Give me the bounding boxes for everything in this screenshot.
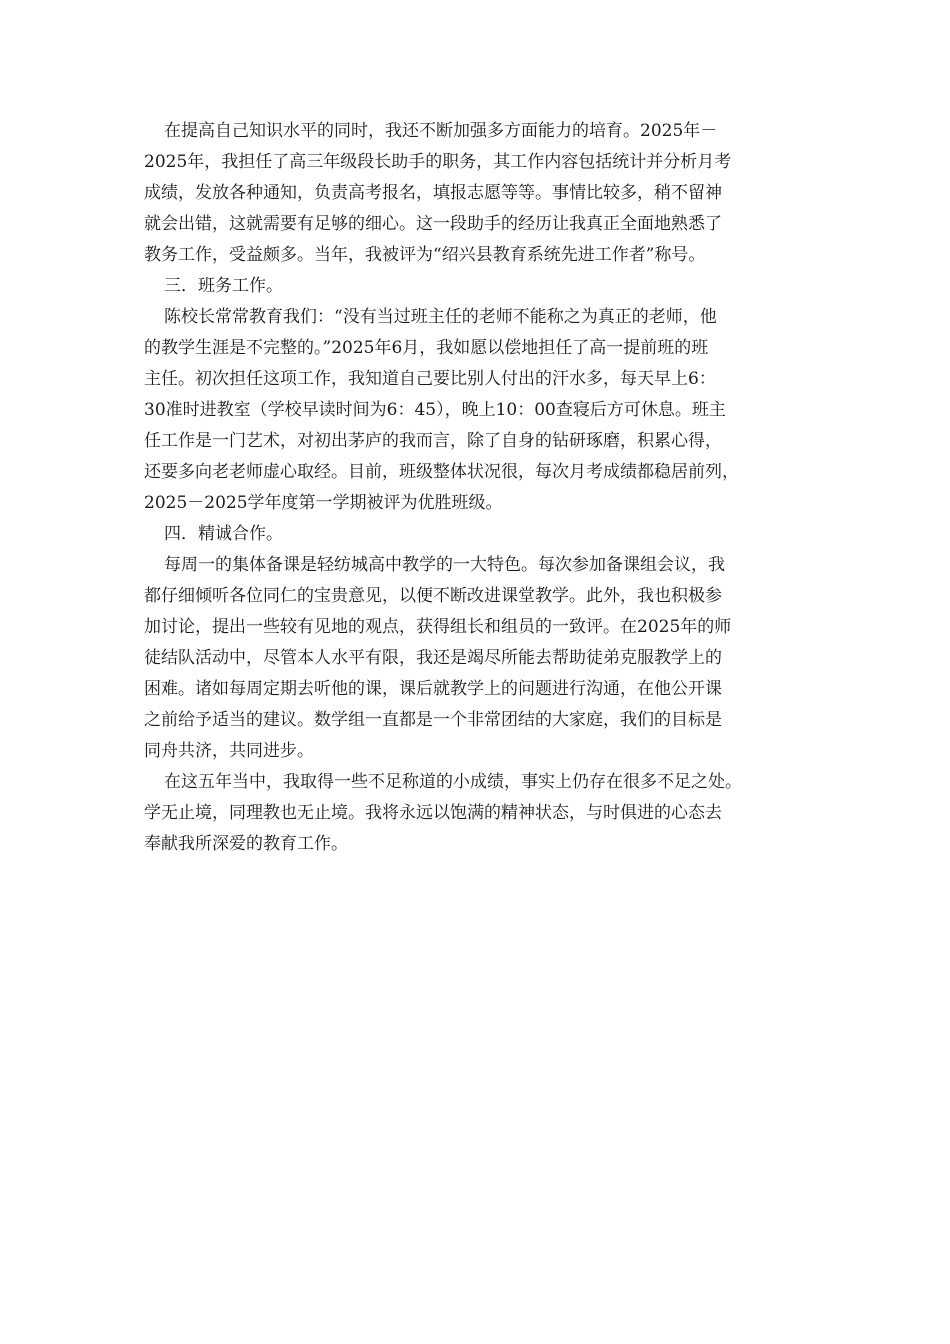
section-heading: 四．精诚合作。 <box>164 524 283 544</box>
paragraph-line: 30准时进教室（学校早读时间为6：45），晚上10：00查寝后方可休息。班主 <box>144 400 726 420</box>
paragraph-line: 成绩，发放各种通知，负责高考报名，填报志愿等等。事情比较多，稍不留神 <box>144 183 722 203</box>
paragraph-line: 都仔细倾听各位同仁的宝贵意见，以便不断改进课堂教学。此外，我也积极参 <box>144 586 722 606</box>
paragraph-line: 在提高自己知识水平的同时，我还不断加强多方面能力的培育。2025年－ <box>164 121 718 141</box>
paragraph-line: 学无止境，同理教也无止境。我将永远以饱满的精神状态，与时俱进的心态去 <box>144 803 722 823</box>
paragraph-line: 教务工作，受益颇多。当年，我被评为“绍兴县教育系统先进工作者”称号。 <box>144 245 706 265</box>
paragraph-line: 的教学生涯是不完整的。”2025年6月，我如愿以偿地担任了高一提前班的班 <box>144 338 709 358</box>
document-body <box>144 116 809 860</box>
paragraph-line: 就会出错，这就需要有足够的细心。这一段助手的经历让我真正全面地熟悉了 <box>144 214 722 234</box>
paragraph-line: 每周一的集体备课是轻纺城高中教学的一大特色。每次参加备课组会议，我 <box>164 555 725 575</box>
paragraph-line: 任工作是一门艺术，对初出茅庐的我而言，除了自身的钻研琢磨，积累心得， <box>144 431 722 451</box>
paragraph-line: 主任。初次担任这项工作，我知道自己要比别人付出的汗水多，每天早上6： <box>144 369 716 389</box>
paragraph-line: 还要多向老老师虚心取经。目前，班级整体状况很，每次月考成绩都稳居前列， <box>144 462 739 482</box>
paragraph-line: 困难。诸如每周定期去听他的课，课后就教学上的问题进行沟通，在他公开课 <box>144 679 722 699</box>
paragraph-line: 加讨论，提出一些较有见地的观点，获得组长和组员的一致评。在2025年的师 <box>144 617 732 637</box>
paragraph-line: 陈校长常常教育我们：“没有当过班主任的老师不能称之为真正的老师，他 <box>164 307 717 327</box>
paragraph-line: 同舟共济，共同进步。 <box>144 741 314 761</box>
paragraph-line: 徒结队活动中，尽管本人水平有限，我还是竭尽所能去帮助徒弟克服教学上的 <box>144 648 722 668</box>
paragraph-line: 2025年，我担任了高三年级段长助手的职务，其工作内容包括统计并分析月考 <box>144 152 732 172</box>
paragraph-line: 在这五年当中，我取得一些不足称道的小成绩，事实上仍存在很多不足之处。 <box>164 772 742 792</box>
section-heading: 三．班务工作。 <box>164 276 283 296</box>
paragraph-line: 奉献我所深爱的教育工作。 <box>144 834 348 854</box>
paragraph-line: 2025－2025学年度第一学期被评为优胜班级。 <box>144 493 503 513</box>
paragraph-line: 之前给予适当的建议。数学组一直都是一个非常团结的大家庭，我们的目标是 <box>144 710 722 730</box>
